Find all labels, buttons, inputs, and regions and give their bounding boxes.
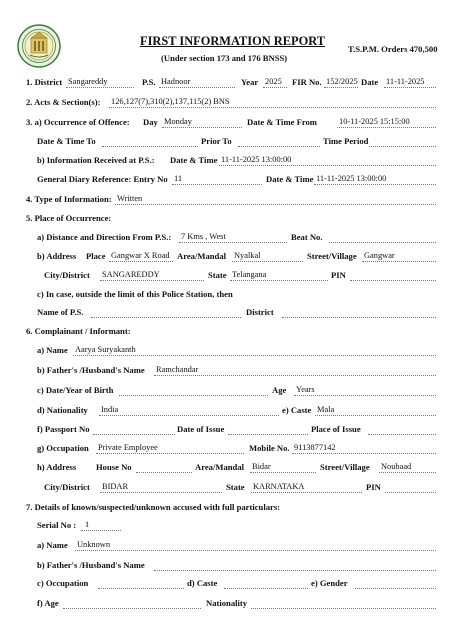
accused-serial-value: 1 <box>85 520 90 529</box>
fir-label: FIR No. <box>292 77 322 87</box>
distance-value: 7 Kms , West <box>181 232 226 241</box>
fir-value: 152/2025 <box>326 77 358 86</box>
year-value: 2025 <box>265 77 282 86</box>
complainant-occupation-value: Private Employee <box>98 443 158 452</box>
distance-label: a) Distance and Direction From P.S.: <box>37 232 172 242</box>
district-value: Sangareddy <box>68 77 108 86</box>
complainant-label: 6. Complainant / Informant: <box>26 326 131 336</box>
complainant-age-value: Years <box>296 385 315 394</box>
date-time-to-label: Date & Time To <box>37 136 96 146</box>
passport-issue-place-label: Place of Issue <box>311 424 361 434</box>
place-mandal-value: Nyalkal <box>234 251 261 260</box>
year-label: Year <box>241 77 259 87</box>
info-date-time-value: 11-11-2025 13:00:00 <box>221 155 292 164</box>
district-label: 1. District <box>26 77 63 87</box>
ps-value: Hadnoor <box>161 77 191 86</box>
complainant-state-label: State <box>226 482 245 492</box>
other-district-label: District <box>246 307 274 317</box>
place-state-value: Telangana <box>232 270 267 279</box>
place-city-value: SANGAREDDY <box>102 270 160 279</box>
page-subtitle: (Under section 173 and 176 BNSS) <box>161 53 288 63</box>
info-date-time-label: Date & Time <box>170 155 218 165</box>
complainant-nationality-value: India <box>101 405 119 414</box>
complainant-city-value: BIDAR <box>102 482 129 491</box>
place-state-label: State <box>208 270 227 280</box>
occurrence-label: 3. a) Occurrence of Offence: <box>26 117 130 127</box>
complainant-pin-label: PIN <box>366 482 381 492</box>
accused-name-label: a) Name <box>37 540 68 550</box>
place-value: Gangwar X Road <box>111 251 170 260</box>
date-value: 11-11-2025 <box>386 77 425 86</box>
accused-gender-label: e) Gender <box>311 578 348 588</box>
acts-value: 126,127(7),310(2),137,115(2) BNS <box>111 97 230 106</box>
gd-entry-value: 11 <box>174 174 183 183</box>
place-street-label: Street/Village <box>307 251 357 261</box>
accused-caste-label: d) Caste <box>187 578 218 588</box>
day-label: Day <box>143 117 158 127</box>
place-address-label: b) Address <box>37 251 77 261</box>
outside-limit-label: c) In case, outside the limit of this Police Station, then <box>37 289 233 299</box>
complainant-caste-value: Mala <box>317 405 335 414</box>
acts-label: 2. Acts & Section(s): <box>26 97 101 107</box>
complainant-state-value: KARNATAKA <box>253 482 305 491</box>
gd-entry-label: General Diary Reference: Entry No <box>37 174 168 184</box>
prior-to-label: Prior To <box>201 136 232 146</box>
accused-label: 7. Details of known/suspected/unknown accused with full particulars: <box>26 502 281 512</box>
place-of-occurrence-label: 5. Place of Occurrence: <box>26 213 112 223</box>
passport-label: f) Passport No <box>37 424 90 434</box>
orders-reference: T.S.P.M. Orders 470,500 <box>348 44 438 54</box>
complainant-mandal-value: Bidar <box>252 462 271 471</box>
state-emblem-icon <box>17 24 61 68</box>
other-ps-label: Name of P.S. <box>37 307 84 317</box>
complainant-house-label: House No <box>96 462 132 472</box>
info-received-label: b) Information Received at P.S.: <box>37 155 155 165</box>
accused-name-value: Unknown <box>77 540 111 549</box>
complainant-street-value: Noubaad <box>381 462 412 471</box>
complainant-mobile-value: 9113877142 <box>294 443 336 452</box>
place-label: Place <box>86 251 106 261</box>
date-label: Date <box>361 77 379 87</box>
accused-nationality-label: Nationality <box>206 598 248 608</box>
complainant-address-label: h) Address <box>37 462 77 472</box>
complainant-caste-label: e) Caste <box>282 405 312 415</box>
page-title: FIRST INFORMATION REPORT <box>140 34 325 48</box>
beat-label: Beat No. <box>291 232 323 242</box>
place-mandal-label: Area/Mandal <box>177 251 227 261</box>
accused-age-label: f) Age <box>37 598 59 608</box>
day-value: Monday <box>164 117 192 126</box>
complainant-father-value: Ramchandar <box>156 365 199 374</box>
complainant-age-label: Age <box>272 385 287 395</box>
gd-date-time-label: Date & Time <box>266 174 314 184</box>
accused-serial-label: Serial No : <box>37 520 77 530</box>
complainant-father-label: b) Father's /Husband's Name <box>37 365 145 375</box>
place-pin-label: PIN <box>331 270 346 280</box>
accused-father-label: b) Father's /Husband's Name <box>37 560 145 570</box>
place-city-label: City/District <box>44 270 90 280</box>
complainant-occupation-label: g) Occupation <box>37 443 89 453</box>
complainant-city-label: City/District <box>44 482 90 492</box>
complainant-mandal-label: Area/Mandal <box>195 462 245 472</box>
complainant-nationality-label: d) Nationality <box>37 405 88 415</box>
place-street-value: Gangwar <box>364 251 395 260</box>
complainant-mobile-label: Mobile No. <box>249 443 290 453</box>
info-type-value: Written <box>117 194 143 203</box>
complainant-name-value: Aarya Suryakanth <box>75 345 136 354</box>
complainant-name-label: a) Name <box>37 345 68 355</box>
date-time-from-value: 10-11-2025 15:15:00 <box>339 117 410 126</box>
date-time-from-label: Date & Time From <box>247 117 317 127</box>
ps-label: P.S. <box>142 77 156 87</box>
info-type-label: 4. Type of Information: <box>26 194 112 204</box>
complainant-street-label: Street/Village <box>320 462 370 472</box>
time-period-label: Time Period <box>323 136 369 146</box>
accused-occupation-label: c) Occupation <box>37 578 89 588</box>
passport-issue-date-label: Date of Issue <box>177 424 225 434</box>
complainant-dob-label: c) Date/Year of Birth <box>37 385 114 395</box>
gd-date-time-value: 11-11-2025 13:00:00 <box>316 174 387 183</box>
